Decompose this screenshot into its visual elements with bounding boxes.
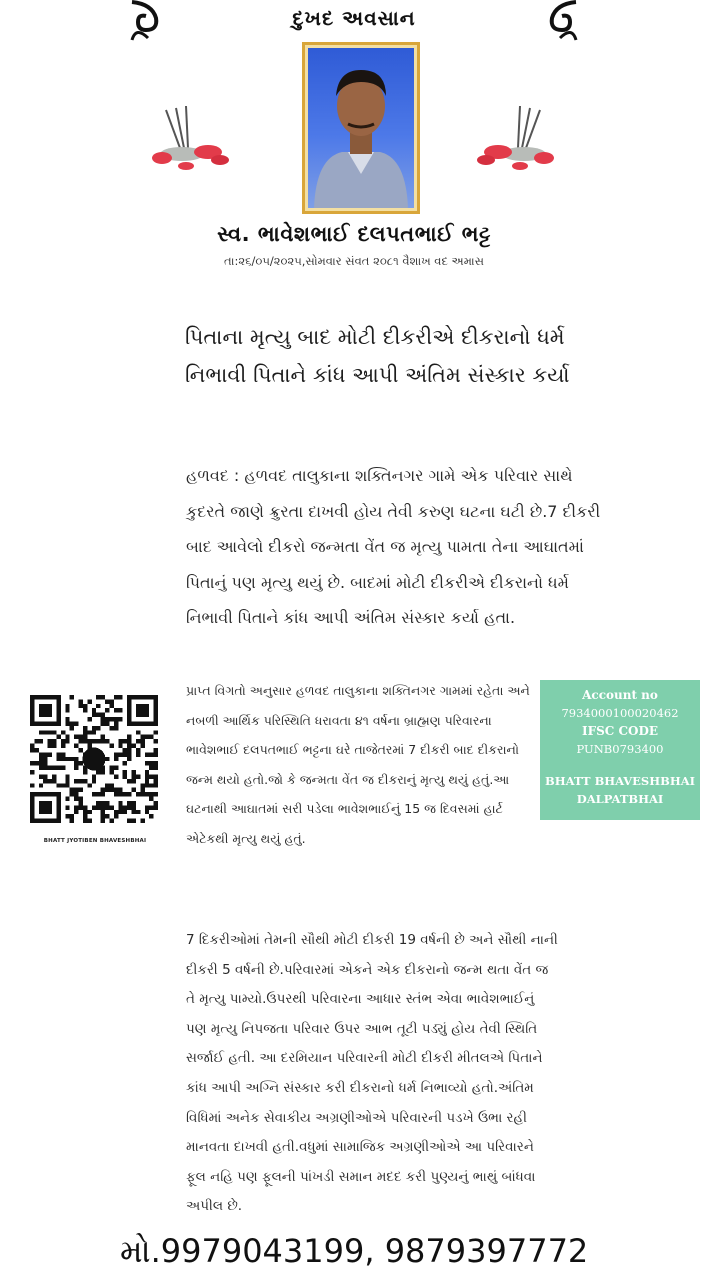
account-holder: BHATT BHAVESHBHAI DALPATBHAI xyxy=(544,774,695,806)
portrait-figure-icon xyxy=(308,48,414,208)
qr-code-icon xyxy=(30,695,158,823)
obituary-title: દુખદ અવસાન xyxy=(292,6,416,30)
headline-line-1: પિતાના મૃત્યુ બાદ મોટી દીકરીએ દીકરાનો ધર્મ xyxy=(185,325,565,349)
bank-details-box xyxy=(540,680,700,820)
qr-code[interactable] xyxy=(30,695,158,823)
ifsc-code: PUNB0793400 xyxy=(576,742,664,756)
deceased-name: સ્વ. ભાવેશભાઈ દલપતભાઈ ભટ્ટ xyxy=(217,222,491,246)
article-paragraph-2: પ્રાપ્ત વિગતો અનુસાર હળવદ તાલુકાના શક્તિનગર ગામમાં રહેતા અને નબળી આર્થિક પરિસ્થિતિ ધરાવતા ૪૧ વર્ષના બ્રાહ્મણ પરિવારના ભાવેશભાઈ દલપતભાઈ ભટ્ટના ઘરે તાજેતરમાં 7 દીકરી બાદ દીકરાનો જન્મ થયો હતો.જો કે જન્મતા વેંત જ દીકરાનું મૃત્યુ થયું હતું.આ ઘટનાથી આઘાતમાં સરી પડેલા ભાવેશભાઈનું 15 જ દિવસમાં હાર્ટ એટેકથી મૃત્યુ થયું હતું. xyxy=(186,683,530,846)
qr-caption: BHATT JYOTIBEN BHAVESHBHAI xyxy=(43,838,147,844)
portrait-photo xyxy=(308,48,414,208)
article-paragraph-1: હળવદ : હળવદ તાલુકાના શક્તિનગર ગામે એક પરિવાર સાથે કુદરતે જાણે ક્રુરતા દાખવી હોય તેવી કરુણ ઘટના ઘટી છે.7 દીકરી બાદ આવેલો દીકરો જન્મતા વેંત જ મૃત્યુ પામતા તેના આઘાતમાં પિતાનું પણ મૃત્યુ થયું છે. બાદમાં મોટી દીકરીએ દીકરાનો ધર્મ નિભાવી પિતાને કાંધ આપી અંતિમ સંસ્કાર કર્યા હતા. xyxy=(186,466,601,627)
incense-petals-left-icon xyxy=(146,100,232,180)
article-paragraph-3: 7 દિકરીઓમાં તેમની સૌથી મોટી દીકરી 19 વર્ષની છે અને સૌથી નાની દીકરી 5 વર્ષની છે.પરિવારમાં એકને એક દીકરાનો જન્મ થતા વેંત જ તે મૃત્યુ પામ્યો.ઉપરથી પરિવારના આધાર સ્તંભ એવા ભાવેશભાઈનું પણ મૃત્યુ નિપજતા પરિવાર ઉપર આભ તૂટી પડ્યું હોય તેવી સ્થિતિ સર્જાઈ હતી. આ દરમિયાન પરિવારની મોટી દીકરી મીતલએ પિતાને કાંધ આપી અગ્નિ સંસ્કાર કરી દીકરાનો ધર્મ નિભાવ્યો હતો.અંતિમ વિધિમાં અનેક સેવાકીય અગ્રણીઓએ પરિવારની પડખે ઉભા રહી માનવતા દાખવી હતી.વધુમાં સામાજિક અગ્રણીઓએ આ પરિવારને ફૂલ નહિ પણ ફૂલની પાંખડી સમાન મદદ કરી પુણ્યનું ભાથું બાંધવા અપીલ છે. xyxy=(186,932,558,1215)
incense-petals-right-icon xyxy=(474,100,560,180)
portrait-frame xyxy=(302,42,420,214)
article-headline xyxy=(185,318,605,394)
headline-line-2: નિભાવી પિતાને કાંધ આપી અંતિમ સંસ્કાર કર્યા xyxy=(185,363,570,387)
ifsc-label: IFSC CODE xyxy=(581,724,659,738)
death-date: તા:૨૬/૦૫/૨૦૨૫,સોમવાર સંવત ૨૦૮૧ વૈશાખ વદ અમાસ xyxy=(224,254,484,268)
account-label: Account no xyxy=(582,688,658,702)
account-number: 7934000100020462 xyxy=(561,706,679,720)
contact-phone[interactable]: મો.9979043199, 9879397772 xyxy=(120,1232,589,1270)
